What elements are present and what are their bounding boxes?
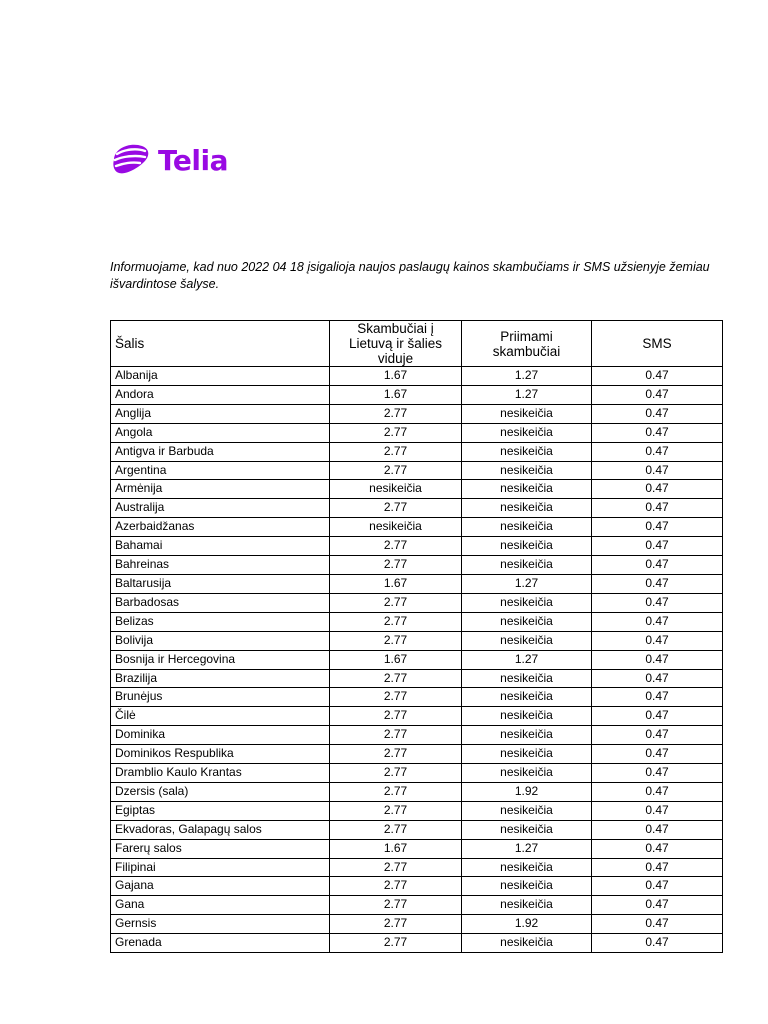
- cell-country: Barbadosas: [111, 593, 330, 612]
- table-row: [111, 556, 723, 575]
- cell-received: 1.27: [462, 367, 592, 386]
- cell-received: nesikeičia: [462, 499, 592, 518]
- telia-logo: [110, 140, 228, 180]
- cell-sms: 0.47: [592, 915, 723, 934]
- table-row: [111, 461, 723, 480]
- cell-calls: 2.77: [330, 612, 462, 631]
- cell-received: 1.27: [462, 385, 592, 404]
- table-row: [111, 877, 723, 896]
- cell-sms: 0.47: [592, 688, 723, 707]
- cell-sms: 0.47: [592, 726, 723, 745]
- cell-received: 1.92: [462, 782, 592, 801]
- cell-sms: 0.47: [592, 423, 723, 442]
- table-row: [111, 915, 723, 934]
- cell-calls: 1.67: [330, 367, 462, 386]
- table-row: [111, 423, 723, 442]
- cell-country: Argentina: [111, 461, 330, 480]
- cell-sms: 0.47: [592, 858, 723, 877]
- cell-sms: 0.47: [592, 574, 723, 593]
- cell-country: Dramblio Kaulo Krantas: [111, 764, 330, 783]
- cell-country: Armėnija: [111, 480, 330, 499]
- cell-country: Albanija: [111, 367, 330, 386]
- cell-country: Grenada: [111, 934, 330, 953]
- cell-received: nesikeičia: [462, 461, 592, 480]
- cell-sms: 0.47: [592, 782, 723, 801]
- cell-country: Dominikos Respublika: [111, 745, 330, 764]
- cell-calls: 2.77: [330, 820, 462, 839]
- cell-received: nesikeičia: [462, 480, 592, 499]
- cell-country: Antigva ir Barbuda: [111, 442, 330, 461]
- cell-sms: 0.47: [592, 367, 723, 386]
- cell-country: Egiptas: [111, 801, 330, 820]
- table-row: [111, 574, 723, 593]
- cell-country: Bosnija ir Hercegovina: [111, 650, 330, 669]
- table-row: [111, 726, 723, 745]
- cell-country: Dzersis (sala): [111, 782, 330, 801]
- cell-received: nesikeičia: [462, 442, 592, 461]
- cell-received: nesikeičia: [462, 404, 592, 423]
- cell-calls: nesikeičia: [330, 518, 462, 537]
- cell-sms: 0.47: [592, 877, 723, 896]
- cell-received: nesikeičia: [462, 820, 592, 839]
- cell-country: Gana: [111, 896, 330, 915]
- cell-sms: 0.47: [592, 385, 723, 404]
- cell-country: Ekvadoras, Galapagų salos: [111, 820, 330, 839]
- price-table: [110, 320, 723, 953]
- table-row: [111, 745, 723, 764]
- cell-received: nesikeičia: [462, 593, 592, 612]
- cell-country: Gernsis: [111, 915, 330, 934]
- cell-calls: 1.67: [330, 650, 462, 669]
- cell-received: nesikeičia: [462, 669, 592, 688]
- cell-country: Belizas: [111, 612, 330, 631]
- cell-calls: 2.77: [330, 499, 462, 518]
- cell-received: nesikeičia: [462, 764, 592, 783]
- table-row: [111, 688, 723, 707]
- cell-calls: 2.77: [330, 915, 462, 934]
- cell-calls: 2.77: [330, 858, 462, 877]
- cell-received: nesikeičia: [462, 518, 592, 537]
- cell-calls: 2.77: [330, 782, 462, 801]
- cell-sms: 0.47: [592, 612, 723, 631]
- table-header-row: [111, 321, 723, 367]
- cell-calls: 2.77: [330, 556, 462, 575]
- cell-sms: 0.47: [592, 707, 723, 726]
- cell-sms: 0.47: [592, 593, 723, 612]
- cell-country: Bolivija: [111, 631, 330, 650]
- cell-received: nesikeičia: [462, 726, 592, 745]
- cell-sms: 0.47: [592, 537, 723, 556]
- cell-country: Angola: [111, 423, 330, 442]
- cell-calls: 2.77: [330, 896, 462, 915]
- header-sms: SMS: [592, 321, 723, 367]
- cell-received: nesikeičia: [462, 612, 592, 631]
- cell-sms: 0.47: [592, 745, 723, 764]
- telia-pebble-icon: [110, 140, 152, 180]
- telia-wordmark: Telia: [158, 143, 228, 177]
- table-row: [111, 707, 723, 726]
- cell-sms: 0.47: [592, 442, 723, 461]
- cell-country: Bahreinas: [111, 556, 330, 575]
- cell-received: nesikeičia: [462, 896, 592, 915]
- cell-calls: 2.77: [330, 707, 462, 726]
- cell-received: nesikeičia: [462, 556, 592, 575]
- header-country: Šalis: [111, 321, 330, 367]
- cell-calls: 1.67: [330, 574, 462, 593]
- cell-calls: 2.77: [330, 404, 462, 423]
- cell-sms: 0.47: [592, 764, 723, 783]
- cell-sms: 0.47: [592, 820, 723, 839]
- cell-sms: 0.47: [592, 896, 723, 915]
- cell-sms: 0.47: [592, 404, 723, 423]
- cell-calls: 2.77: [330, 726, 462, 745]
- cell-calls: 2.77: [330, 934, 462, 953]
- cell-received: nesikeičia: [462, 745, 592, 764]
- cell-country: Čilė: [111, 707, 330, 726]
- table-row: [111, 650, 723, 669]
- header-received: Priimami skambučiai: [462, 321, 592, 367]
- cell-received: nesikeičia: [462, 858, 592, 877]
- table-row: [111, 801, 723, 820]
- cell-country: Bahamai: [111, 537, 330, 556]
- table-row: [111, 631, 723, 650]
- table-row: [111, 593, 723, 612]
- cell-country: Filipinai: [111, 858, 330, 877]
- table-row: [111, 934, 723, 953]
- cell-country: Azerbaidžanas: [111, 518, 330, 537]
- cell-received: nesikeičia: [462, 423, 592, 442]
- table-row: [111, 839, 723, 858]
- table-row: [111, 764, 723, 783]
- cell-country: Brunėjus: [111, 688, 330, 707]
- table-row: [111, 782, 723, 801]
- table-body: [111, 367, 723, 953]
- cell-calls: 2.77: [330, 442, 462, 461]
- table-row: [111, 896, 723, 915]
- header-calls: Skambučiai į Lietuvą ir šalies viduje: [330, 321, 462, 367]
- cell-calls: 1.67: [330, 839, 462, 858]
- cell-calls: 2.77: [330, 745, 462, 764]
- cell-calls: 2.77: [330, 669, 462, 688]
- cell-country: Dominika: [111, 726, 330, 745]
- cell-country: Gajana: [111, 877, 330, 896]
- table-row: [111, 612, 723, 631]
- cell-country: Brazilija: [111, 669, 330, 688]
- cell-calls: 2.77: [330, 764, 462, 783]
- cell-calls: 2.77: [330, 688, 462, 707]
- table-row: [111, 480, 723, 499]
- table-row: [111, 367, 723, 386]
- cell-received: nesikeičia: [462, 688, 592, 707]
- cell-sms: 0.47: [592, 480, 723, 499]
- cell-sms: 0.47: [592, 650, 723, 669]
- cell-received: nesikeičia: [462, 877, 592, 896]
- cell-calls: 2.77: [330, 631, 462, 650]
- table-row: [111, 499, 723, 518]
- cell-calls: 2.77: [330, 537, 462, 556]
- cell-sms: 0.47: [592, 461, 723, 480]
- cell-sms: 0.47: [592, 499, 723, 518]
- cell-received: nesikeičia: [462, 801, 592, 820]
- cell-sms: 0.47: [592, 934, 723, 953]
- cell-received: nesikeičia: [462, 537, 592, 556]
- cell-calls: 2.77: [330, 461, 462, 480]
- cell-calls: 2.77: [330, 423, 462, 442]
- cell-calls: 1.67: [330, 385, 462, 404]
- cell-calls: nesikeičia: [330, 480, 462, 499]
- intro-paragraph: Informuojame, kad nuo 2022 04 18 įsigalioja naujos paslaugų kainos skambučiams ir SMS užsienyje žemiau išvardintose šalyse.: [110, 259, 710, 291]
- table-row: [111, 518, 723, 537]
- cell-received: nesikeičia: [462, 707, 592, 726]
- table-row: [111, 858, 723, 877]
- cell-calls: 2.77: [330, 801, 462, 820]
- table-row: [111, 820, 723, 839]
- table-row: [111, 537, 723, 556]
- cell-sms: 0.47: [592, 631, 723, 650]
- cell-calls: 2.77: [330, 593, 462, 612]
- cell-sms: 0.47: [592, 801, 723, 820]
- cell-country: Farerų salos: [111, 839, 330, 858]
- cell-country: Australija: [111, 499, 330, 518]
- cell-country: Anglija: [111, 404, 330, 423]
- cell-received: nesikeičia: [462, 934, 592, 953]
- cell-received: 1.27: [462, 839, 592, 858]
- cell-sms: 0.47: [592, 556, 723, 575]
- table-row: [111, 404, 723, 423]
- cell-received: 1.92: [462, 915, 592, 934]
- cell-country: Baltarusija: [111, 574, 330, 593]
- table-row: [111, 385, 723, 404]
- cell-received: 1.27: [462, 574, 592, 593]
- table-row: [111, 442, 723, 461]
- cell-sms: 0.47: [592, 839, 723, 858]
- cell-calls: 2.77: [330, 877, 462, 896]
- table-row: [111, 669, 723, 688]
- cell-country: Andora: [111, 385, 330, 404]
- cell-sms: 0.47: [592, 669, 723, 688]
- cell-received: nesikeičia: [462, 631, 592, 650]
- cell-received: 1.27: [462, 650, 592, 669]
- cell-sms: 0.47: [592, 518, 723, 537]
